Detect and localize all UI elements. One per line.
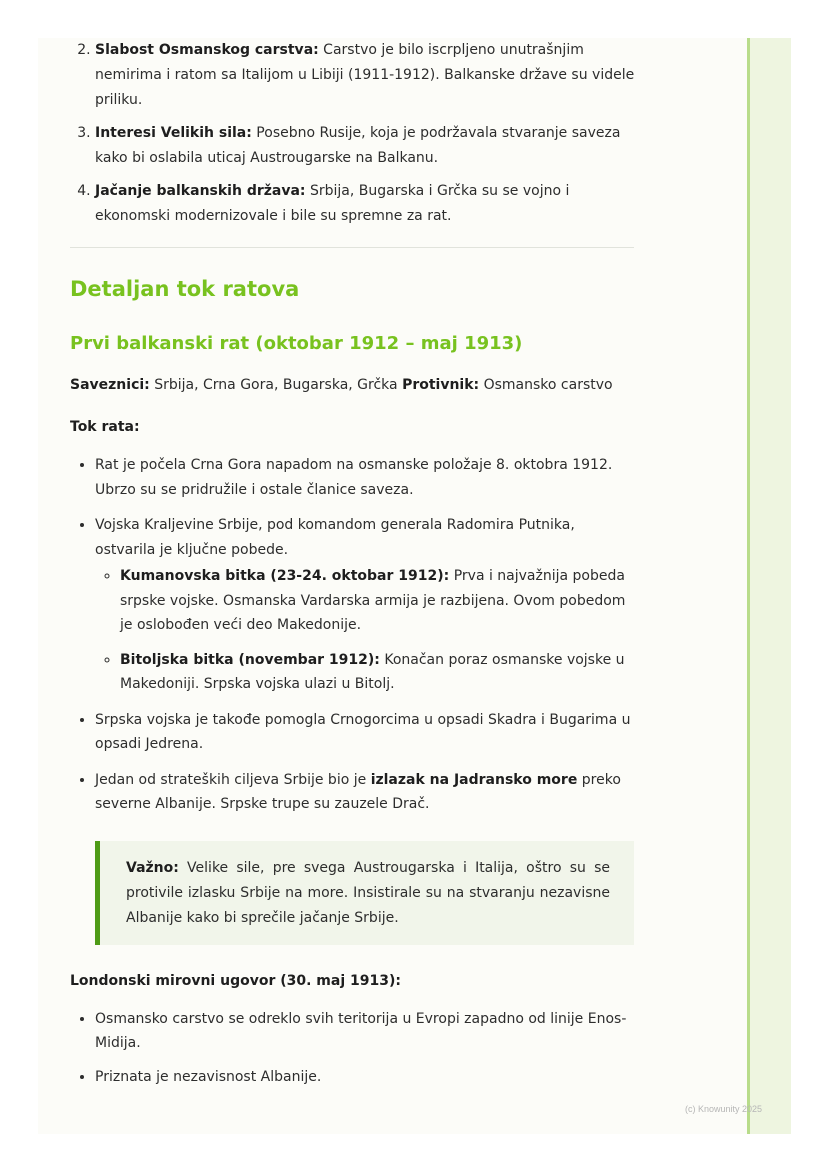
section-heading: Detaljan tok ratova	[70, 277, 300, 301]
section-divider	[70, 247, 634, 248]
list-item: • Srpska vojska je takođe pomogla Crnogorcima u opsadi Skadra i Bugarima u opsadi Jedrena.	[95, 708, 636, 757]
list-item: • Priznata je nezavisnost Albanije.	[95, 1065, 636, 1090]
copyright-text: (c) Knowunity 2025	[685, 1104, 763, 1114]
list-item: 4. Jačanje balkanskih država: Srbija, Bugarska i Grčka su se vojno i ekonomski modernizovale i bile su spremne za rat.	[95, 179, 636, 229]
reasons-list	[70, 38, 636, 229]
list-item: • Vojska Kraljevine Srbije, pod komandom generala Radomira Putnika, ostvarila je ključne pobede. ◦ Kumanovska bitka (23-24. oktobar 1912): Prva i najvažnija pobeda srpske vojske. Osmanska Vardarska armija je razbijena. Ovom pobedom je oslobođen veći deo Makedonije. ◦ Bitoljska bitka (novembar 1912): Konačan poraz osmanske vojske u Makedoniji. Srpska vojska ulazi u Bitolj.	[95, 513, 636, 697]
allies-paragraph: Saveznici: Srbija, Crna Gora, Bugarska, Grčka Protivnik: Osmansko carstvo	[70, 377, 613, 393]
war1-heading: Prvi balkanski rat (oktobar 1912 – maj 1913)	[70, 333, 523, 354]
treaty-list	[70, 1007, 636, 1090]
list-item: ◦ Bitoljska bitka (novembar 1912): Konačan poraz osmanske vojske u Makedoniji. Srpska vojska ulazi u Bitolj.	[120, 648, 636, 697]
list-item: 3. Interesi Velikih sila: Posebno Rusije, koja je podržavala stvaranje saveza kako bi oslabila uticaj Austrougarske na Balkanu.	[95, 121, 636, 171]
important-note: Važno: Velike sile, pre svega Austrougarska i Italija, oštro su se protivile izlasku Srbije na more. Insistirale su na stvaranju nezavisne Albanije kako bi sprečile jačanje Srbije.	[95, 841, 634, 945]
course-list	[70, 453, 636, 817]
document-content	[70, 38, 636, 1098]
side-rail-line	[747, 38, 750, 1134]
list-item: • Jedan od strateških ciljeva Srbije bio je izlazak na Jadransko more preko severne Albanije. Srpske trupe su zauzele Drač.	[95, 768, 636, 817]
side-rail	[748, 38, 791, 1134]
battles-list	[95, 564, 636, 697]
list-item: • Rat je počela Crna Gora napadom na osmanske položaje 8. oktobra 1912. Ubrzo su se pridružile i ostale članice saveza.	[95, 453, 636, 502]
treaty-heading: Londonski mirovni ugovor (30. maj 1913):	[70, 972, 401, 989]
list-item: • Osmansko carstvo se odreklo svih teritorija u Evropi zapadno od linije Enos-Midija.	[95, 1007, 636, 1056]
course-label: Tok rata:	[70, 419, 140, 435]
list-item: 2. Slabost Osmanskog carstva: Carstvo je bilo iscrpljeno unutrašnjim nemirima i ratom sa Italijom u Libiji (1911-1912). Balkanske države su videle priliku.	[95, 38, 636, 113]
list-item: ◦ Kumanovska bitka (23-24. oktobar 1912): Prva i najvažnija pobeda srpske vojske. Osmanska Vardarska armija je razbijena. Ovom pobedom je oslobođen veći deo Makedonije.	[120, 564, 636, 638]
